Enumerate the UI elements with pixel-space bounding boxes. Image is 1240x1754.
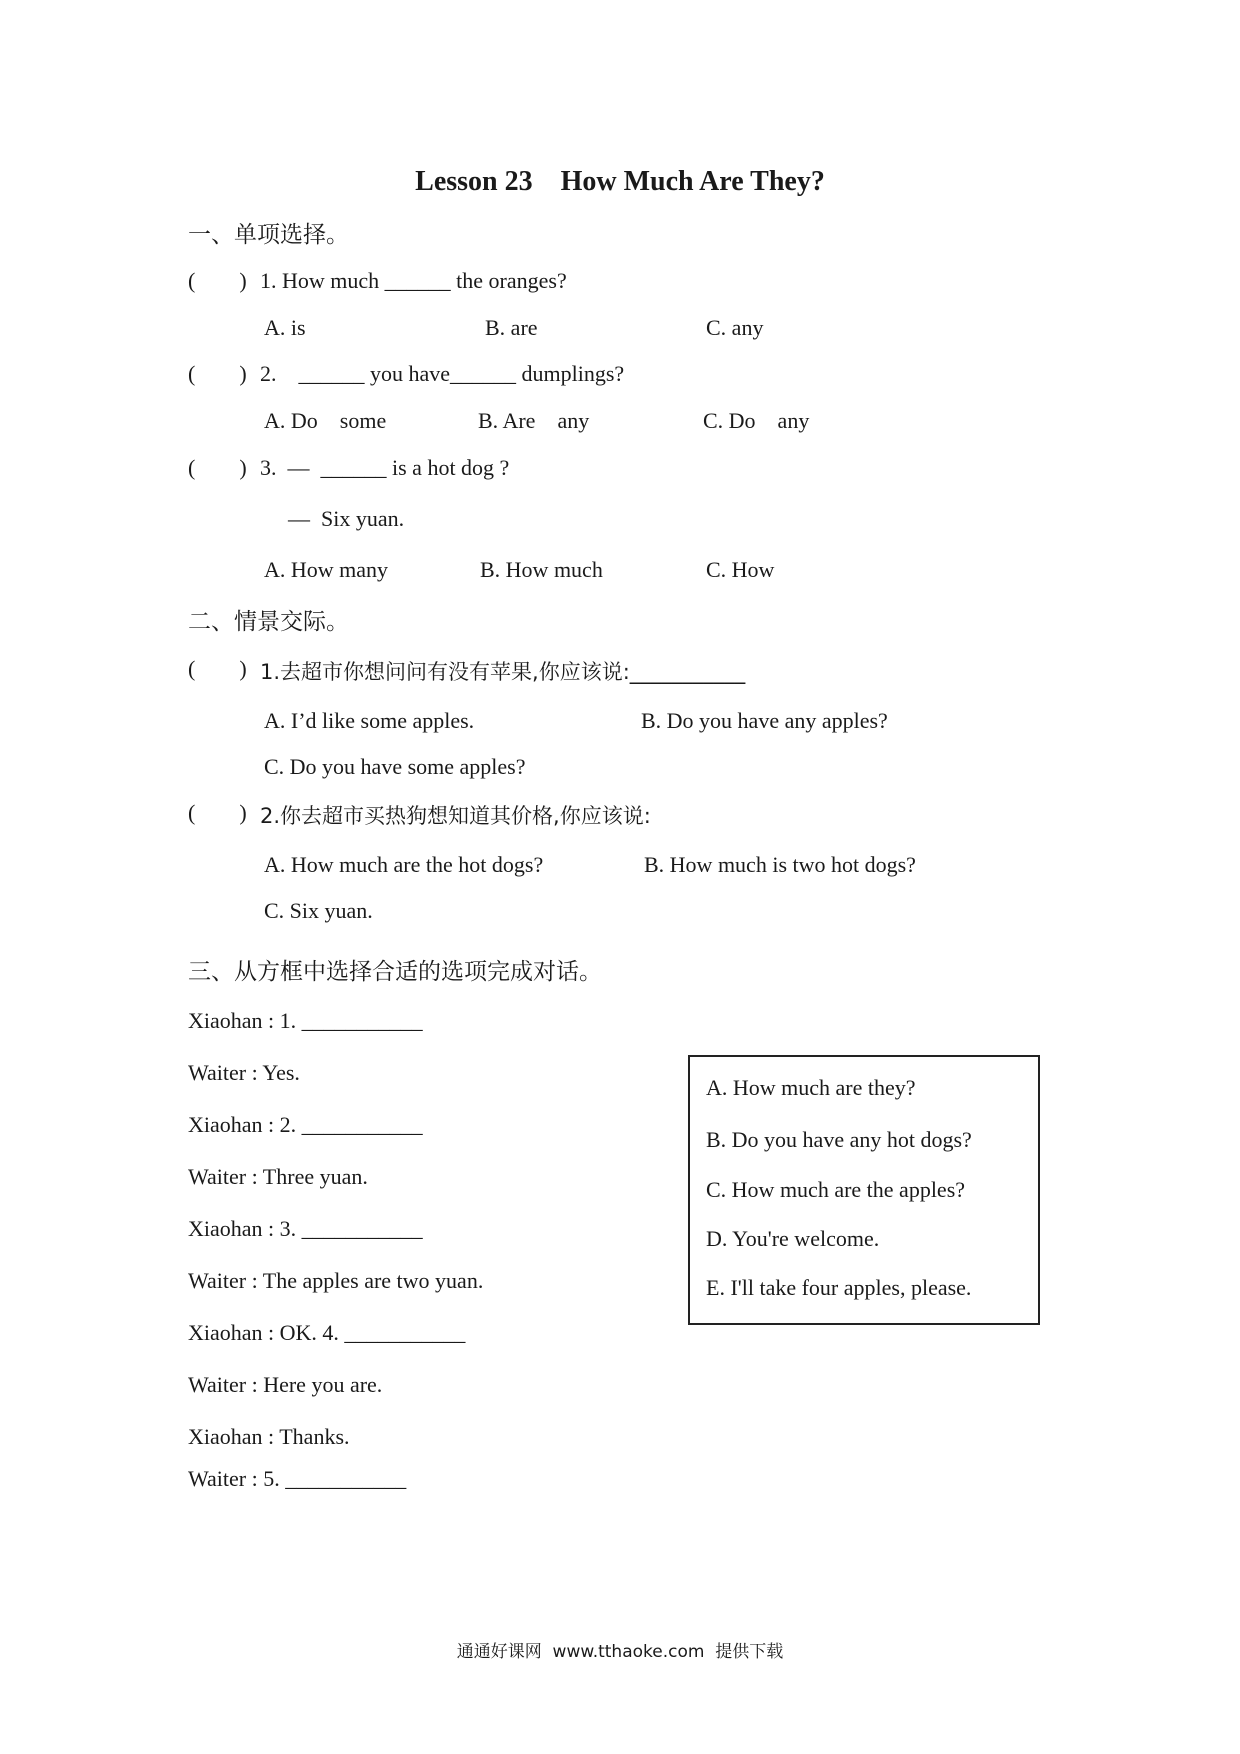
dialogue-line: Xiaohan : 3. ___________: [188, 1216, 423, 1241]
section1-heading: 一、单项选择。: [188, 222, 349, 248]
option-a: A. Do some: [264, 408, 387, 433]
question-text: 1. How much ______ the oranges?: [260, 268, 567, 293]
box-option: C. How much are the apples?: [706, 1177, 966, 1202]
options-box: [688, 1055, 1040, 1325]
answer-bracket: ( ): [188, 361, 247, 386]
question-text: 2.你去超市买热狗想知道其价格,你应该说:: [260, 804, 651, 828]
dialogue-line: Waiter : Here you are.: [188, 1372, 383, 1397]
option-c: C. Six yuan.: [264, 898, 373, 923]
option-b: B. How much: [480, 557, 603, 582]
option-a: A. is: [264, 315, 306, 340]
answer-bracket: ( ): [188, 656, 247, 681]
dialogue-answer: — Six yuan.: [288, 506, 405, 531]
answer-bracket: ( ): [188, 455, 247, 480]
option-a: A. I’d like some apples.: [264, 708, 475, 733]
box-option: D. You're welcome.: [706, 1226, 880, 1251]
question-text: 1.去超市你想问问有没有苹果,你应该说:___________: [260, 660, 746, 684]
answer-bracket: ( ): [188, 268, 247, 293]
dialogue-line: Xiaohan : OK. 4. ___________: [188, 1320, 466, 1345]
box-option: E. I'll take four apples, please.: [706, 1275, 972, 1300]
question-text: 2. ______ you have______ dumplings?: [260, 361, 625, 386]
option-c: C. Do you have some apples?: [264, 754, 526, 779]
box-option: B. Do you have any hot dogs?: [706, 1127, 972, 1152]
dialogue-line: Waiter : Three yuan.: [188, 1164, 368, 1189]
dialogue-line: Waiter : The apples are two yuan.: [188, 1268, 484, 1293]
dialogue-line: Xiaohan : 1. ___________: [188, 1008, 423, 1033]
option-b: B. Are any: [478, 408, 590, 433]
dialogue-line: Xiaohan : 2. ___________: [188, 1112, 423, 1137]
section2-heading: 二、情景交际。: [188, 609, 349, 635]
option-b: B. How much is two hot dogs?: [644, 852, 916, 877]
option-c: C. How: [706, 557, 775, 582]
dialogue-line: Waiter : 5. ___________: [188, 1466, 407, 1491]
lesson-title: Lesson 23 How Much Are They?: [415, 166, 825, 197]
option-b: B. Do you have any apples?: [641, 708, 888, 733]
dialogue-line: Xiaohan : Thanks.: [188, 1424, 350, 1449]
section3-heading: 三、从方框中选择合适的选项完成对话。: [188, 959, 602, 985]
option-a: A. How much are the hot dogs?: [264, 852, 544, 877]
option-c: C. any: [706, 315, 764, 340]
dialogue-line: Waiter : Yes.: [188, 1060, 300, 1085]
option-a: A. How many: [264, 557, 389, 582]
answer-bracket: ( ): [188, 800, 247, 825]
option-c: C. Do any: [703, 408, 810, 433]
footer-credit: 通通好课网 www.tthaoke.com 提供下载: [456, 1642, 784, 1662]
option-b: B. are: [485, 315, 538, 340]
question-text: 3. — ______ is a hot dog ?: [260, 455, 510, 480]
box-option: A. How much are they?: [706, 1075, 916, 1100]
